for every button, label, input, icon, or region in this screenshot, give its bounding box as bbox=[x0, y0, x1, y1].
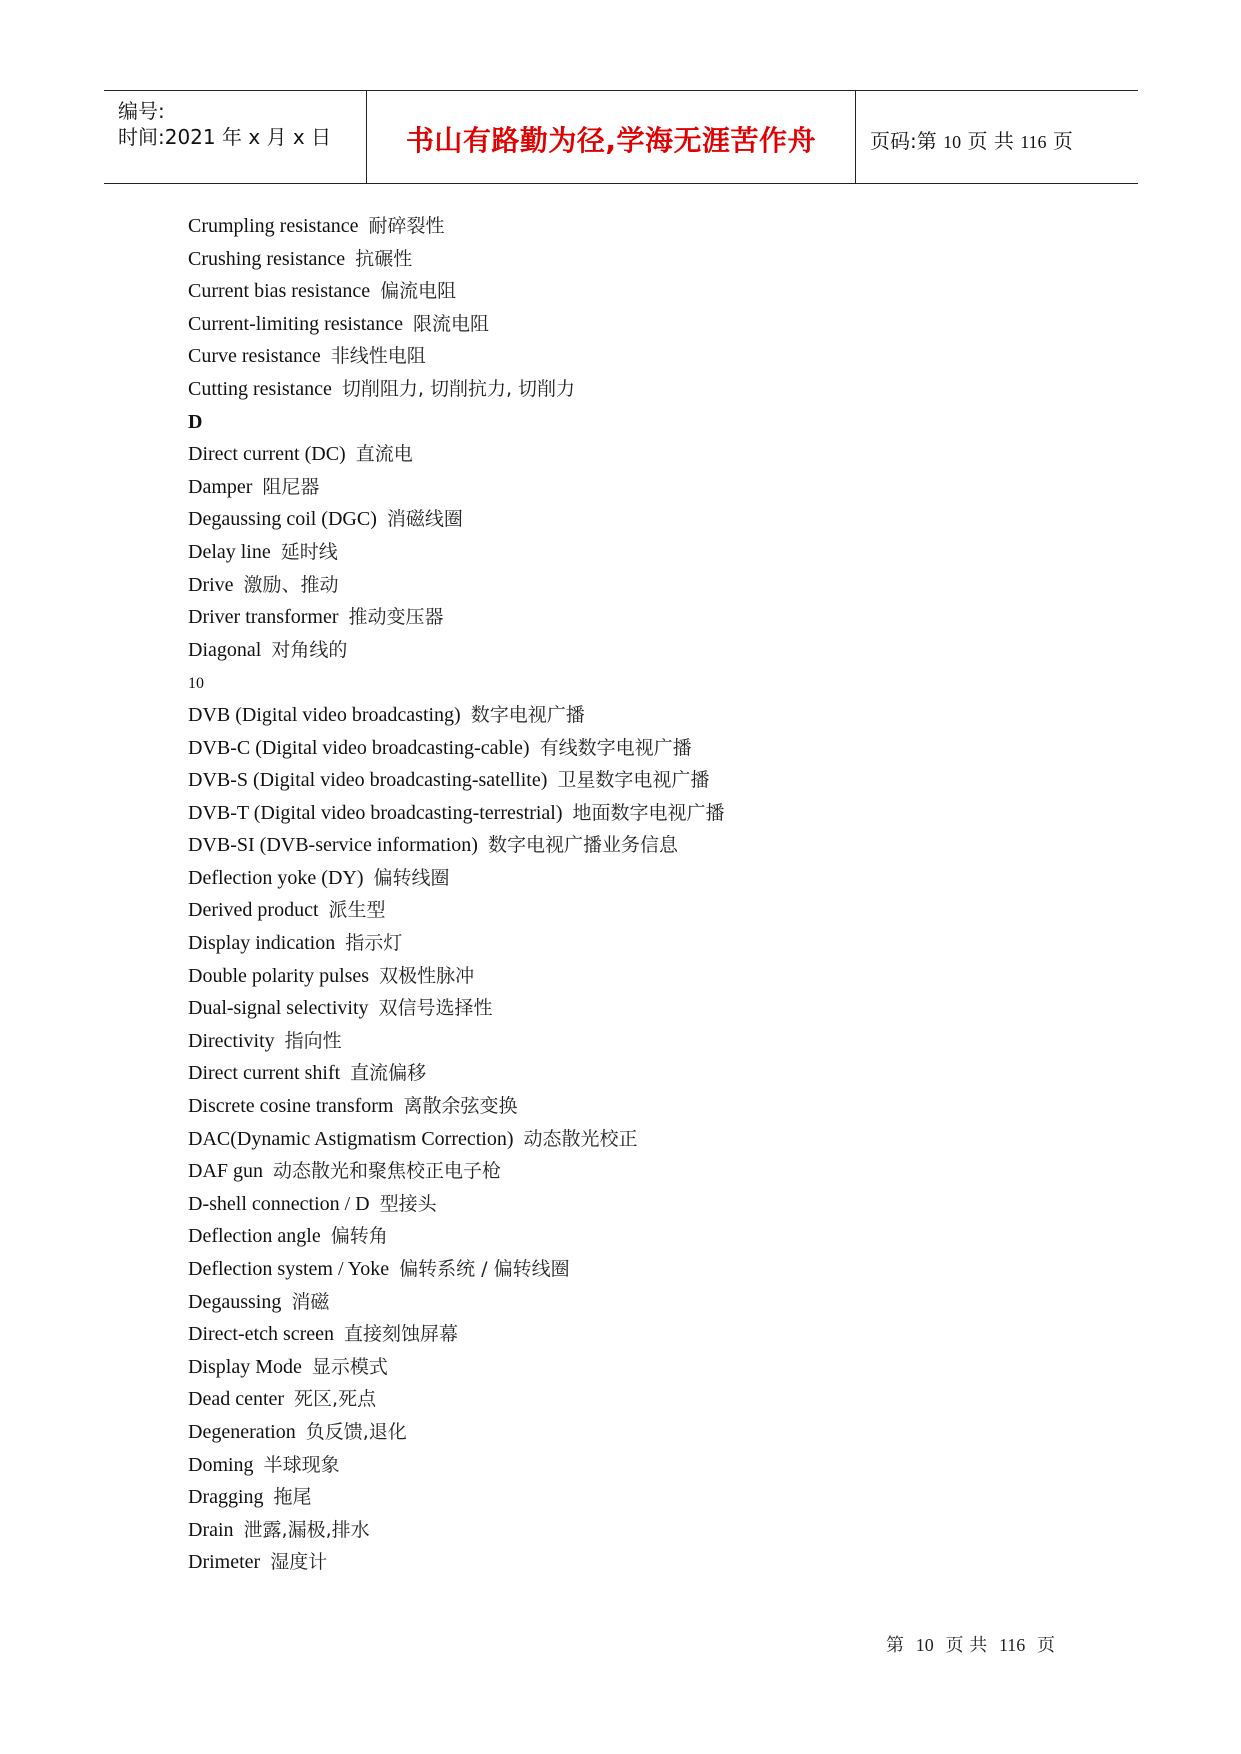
glossary-term-chinese: 有线数字电视广播 bbox=[539, 736, 692, 759]
glossary-term-chinese: 激励、推动 bbox=[243, 573, 339, 596]
glossary-term-english: Dual-signal selectivity bbox=[188, 997, 369, 1020]
glossary-term-chinese: 动态散光和聚焦校正电子枪 bbox=[273, 1160, 502, 1183]
glossary-entry bbox=[188, 373, 1088, 406]
glossary-entry bbox=[188, 862, 1088, 895]
glossary-term-english: Display Mode bbox=[188, 1355, 302, 1378]
glossary-term-english: Direct current (DC) bbox=[188, 443, 346, 466]
glossary-entry bbox=[188, 732, 1088, 765]
glossary-term-english: Drive bbox=[188, 573, 234, 596]
glossary-entry bbox=[188, 536, 1088, 569]
header-page-cell bbox=[856, 91, 1138, 183]
glossary-term-english: Degeneration bbox=[188, 1420, 296, 1443]
glossary-term-english: Direct current shift bbox=[188, 1062, 341, 1085]
page-header bbox=[104, 90, 1138, 184]
glossary-term-chinese: 偏转线圈 bbox=[373, 866, 450, 889]
glossary-entry bbox=[188, 1351, 1088, 1384]
glossary-term-chinese: 抗碾性 bbox=[355, 247, 413, 270]
glossary-term-chinese: 偏流电阻 bbox=[380, 280, 457, 303]
glossary-term-english: Directivity bbox=[188, 1029, 275, 1052]
glossary-term-english: Current bias resistance bbox=[188, 280, 371, 303]
glossary-term-english: Deflection yoke (DY) bbox=[188, 866, 364, 889]
glossary-term-chinese: 推动变压器 bbox=[348, 606, 444, 629]
glossary-term-english: Crumpling resistance bbox=[188, 215, 359, 237]
glossary-entry bbox=[188, 471, 1088, 504]
header-page-mid: 页 共 bbox=[967, 129, 1014, 153]
glossary-term-english: Dead center bbox=[188, 1388, 285, 1411]
glossary-term-chinese: 消磁 bbox=[291, 1290, 330, 1313]
glossary-term-chinese: 派生型 bbox=[328, 899, 386, 922]
glossary-entry bbox=[188, 797, 1088, 830]
glossary-list bbox=[188, 210, 1088, 1579]
page-footer bbox=[886, 1631, 1055, 1657]
glossary-entry bbox=[188, 1253, 1088, 1286]
header-info-cell bbox=[104, 91, 366, 183]
glossary-entry bbox=[188, 1416, 1088, 1449]
glossary-entry bbox=[188, 1481, 1088, 1514]
glossary-entry bbox=[188, 503, 1088, 536]
glossary-term-english: D-shell connection / D bbox=[188, 1192, 370, 1215]
glossary-entry bbox=[188, 666, 1088, 699]
glossary-term-english: Deflection angle bbox=[188, 1225, 321, 1248]
glossary-term-english: Deflection system / Yoke bbox=[188, 1258, 390, 1280]
glossary-term-chinese: 直流偏移 bbox=[350, 1062, 427, 1085]
document-time-label: 时间:2021 年 x 月 x 日 bbox=[118, 125, 332, 149]
glossary-entry bbox=[188, 1546, 1088, 1579]
glossary-term-chinese: 双极性脉冲 bbox=[379, 964, 475, 987]
glossary-entry bbox=[188, 569, 1088, 602]
glossary-entry bbox=[188, 829, 1088, 862]
glossary-term-english: Doming bbox=[188, 1453, 254, 1476]
header-page-total: 116 bbox=[1020, 132, 1047, 152]
header-motto: 书山有路勤为径,学海无涯苦作舟 bbox=[405, 124, 817, 157]
glossary-term-english: Derived product bbox=[188, 899, 319, 922]
glossary-entry bbox=[188, 601, 1088, 634]
glossary-term-chinese: 拖尾 bbox=[273, 1486, 312, 1509]
glossary-entry bbox=[188, 1057, 1088, 1090]
glossary-term-chinese: 偏转角 bbox=[330, 1225, 388, 1248]
glossary-term-chinese: 半球现象 bbox=[263, 1453, 340, 1476]
glossary-term-english: Display indication bbox=[188, 932, 336, 955]
glossary-term-chinese: 卫星数字电视广播 bbox=[557, 769, 710, 792]
glossary-term-chinese: 泄露,漏极,排水 bbox=[243, 1518, 370, 1541]
glossary-entry bbox=[188, 406, 1088, 439]
glossary-entry bbox=[188, 340, 1088, 373]
header-page-info bbox=[870, 125, 1073, 154]
glossary-term-english: DVB-SI (DVB-service information) bbox=[188, 834, 478, 857]
glossary-term-english: Double polarity pulses bbox=[188, 964, 370, 987]
glossary-entry bbox=[188, 927, 1088, 960]
glossary-term-english: Degaussing bbox=[188, 1290, 282, 1313]
header-motto-cell bbox=[366, 91, 856, 183]
glossary-term-chinese: 直接刻蚀屏幕 bbox=[344, 1323, 459, 1346]
glossary-term-english: Discrete cosine transform bbox=[188, 1095, 394, 1118]
glossary-term-english: Diagonal bbox=[188, 638, 262, 661]
glossary-term-chinese: 死区,死点 bbox=[294, 1388, 377, 1411]
glossary-term-chinese: 数字电视广播 bbox=[470, 703, 585, 726]
glossary-entry bbox=[188, 1220, 1088, 1253]
glossary-entry bbox=[188, 438, 1088, 471]
document-number-label: 编号: bbox=[118, 99, 165, 123]
glossary-entry bbox=[188, 308, 1088, 341]
glossary-entry bbox=[188, 1188, 1088, 1221]
glossary-term-chinese: 地面数字电视广播 bbox=[572, 801, 725, 824]
glossary-term-chinese: 双信号选择性 bbox=[378, 997, 493, 1020]
glossary-term-english: Dragging bbox=[188, 1486, 264, 1509]
glossary-entry bbox=[188, 634, 1088, 667]
glossary-term-english: DVB (Digital video broadcasting) bbox=[188, 703, 461, 726]
glossary-term-english: DAF gun bbox=[188, 1160, 264, 1183]
glossary-term-chinese: 型接头 bbox=[379, 1192, 437, 1215]
glossary-entry bbox=[188, 1318, 1088, 1351]
glossary-term-english: DVB-T (Digital video broadcasting-terrestrial) bbox=[188, 801, 563, 824]
glossary-term-english: Driver transformer bbox=[188, 606, 339, 629]
header-page-suffix: 页 bbox=[1052, 129, 1073, 153]
glossary-term-chinese: 指向性 bbox=[284, 1029, 342, 1052]
glossary-term-english: Crushing resistance bbox=[188, 247, 346, 270]
glossary-term-chinese: 数字电视广播业务信息 bbox=[487, 834, 678, 857]
glossary-entry bbox=[188, 764, 1088, 797]
glossary-entry bbox=[188, 1514, 1088, 1547]
glossary-entry bbox=[188, 1383, 1088, 1416]
glossary-term-chinese: 非线性电阻 bbox=[330, 345, 426, 368]
glossary-entry bbox=[188, 960, 1088, 993]
glossary-entry bbox=[188, 699, 1088, 732]
glossary-term-chinese: 离散余弦变换 bbox=[403, 1095, 518, 1118]
glossary-entry bbox=[188, 275, 1088, 308]
glossary-term-chinese: 显示模式 bbox=[311, 1355, 388, 1378]
glossary-term-chinese: 负反馈,退化 bbox=[305, 1420, 407, 1443]
glossary-entry bbox=[188, 1286, 1088, 1319]
glossary-term-english: DVB-C (Digital video broadcasting-cable) bbox=[188, 736, 530, 759]
glossary-term-chinese: 指示灯 bbox=[345, 932, 403, 955]
glossary-term-english: DVB-S (Digital video broadcasting-satellite) bbox=[188, 769, 548, 792]
glossary-term-chinese: 动态散光校正 bbox=[523, 1127, 638, 1150]
glossary-term-english: Delay line bbox=[188, 540, 271, 563]
footer-page-total: 116 bbox=[998, 1635, 1026, 1655]
glossary-term-chinese: 切削阻力, 切削抗力, 切削力 bbox=[341, 377, 576, 400]
glossary-entry bbox=[188, 894, 1088, 927]
glossary-term-chinese: 耐碎裂性 bbox=[368, 215, 445, 237]
glossary-term-chinese: 对角线的 bbox=[271, 638, 348, 661]
glossary-term-english: Cutting resistance bbox=[188, 377, 332, 400]
glossary-term-chinese: 阻尼器 bbox=[262, 475, 320, 498]
glossary-term-english: Direct-etch screen bbox=[188, 1323, 335, 1346]
glossary-term-chinese: 限流电阻 bbox=[412, 312, 489, 335]
glossary-entry bbox=[188, 1090, 1088, 1123]
footer-mid: 页 共 bbox=[945, 1635, 988, 1656]
glossary-entry bbox=[188, 1025, 1088, 1058]
footer-prefix: 第 bbox=[886, 1635, 904, 1656]
glossary-term-chinese: 延时线 bbox=[280, 540, 338, 563]
glossary-term-english: DAC(Dynamic Astigmatism Correction) bbox=[188, 1127, 514, 1150]
glossary-entry bbox=[188, 1123, 1088, 1156]
glossary-term-english: Degaussing coil (DGC) bbox=[188, 508, 377, 531]
header-page-prefix: 页码:第 bbox=[870, 129, 937, 153]
header-page-current: 10 bbox=[943, 132, 962, 152]
footer-page-current: 10 bbox=[915, 1635, 934, 1655]
glossary-entry bbox=[188, 243, 1088, 276]
footer-suffix: 页 bbox=[1037, 1635, 1056, 1656]
glossary-term-english: Drimeter bbox=[188, 1551, 261, 1574]
glossary-term-english: Damper bbox=[188, 475, 253, 498]
glossary-term-english: 10 bbox=[188, 675, 204, 693]
glossary-term-chinese: 直流电 bbox=[355, 443, 413, 466]
glossary-term-chinese: 消磁线圈 bbox=[386, 508, 463, 531]
glossary-entry bbox=[188, 1155, 1088, 1188]
glossary-entry bbox=[188, 992, 1088, 1025]
glossary-term-english: Current-limiting resistance bbox=[188, 312, 403, 335]
glossary-term-english: Curve resistance bbox=[188, 345, 321, 368]
glossary-entry bbox=[188, 1449, 1088, 1482]
glossary-term-english: D bbox=[188, 410, 203, 433]
glossary-term-chinese: 湿度计 bbox=[270, 1551, 328, 1574]
glossary-term-chinese: 偏转系统 / 偏转线圈 bbox=[399, 1258, 570, 1280]
glossary-entry bbox=[188, 210, 1088, 243]
glossary-term-english: Drain bbox=[188, 1518, 234, 1541]
